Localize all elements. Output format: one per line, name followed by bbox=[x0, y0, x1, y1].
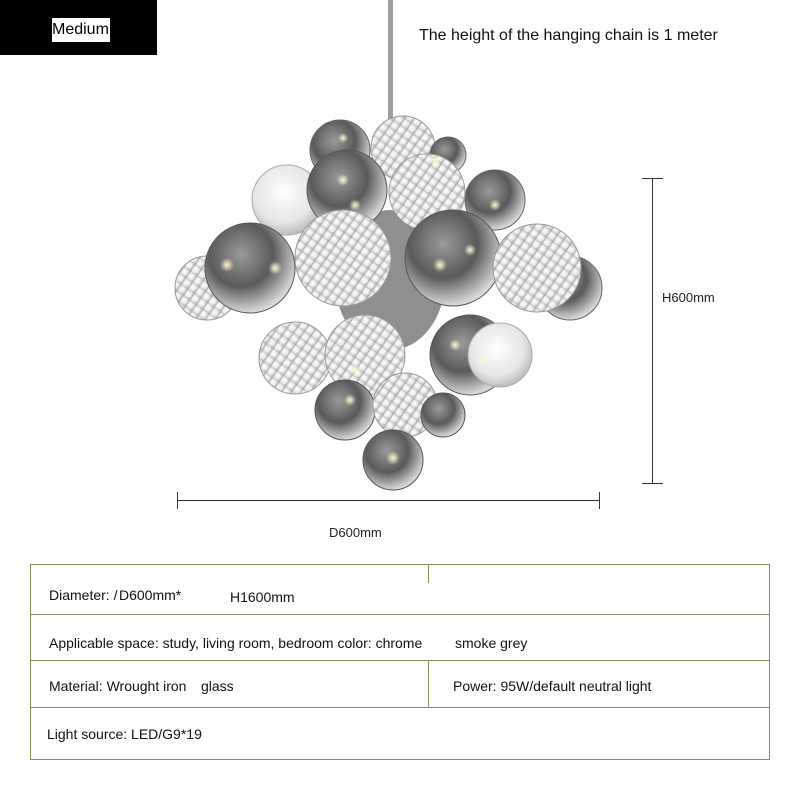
spec-row-space bbox=[31, 615, 769, 661]
height-dimension-cap-top bbox=[642, 178, 663, 179]
spec-row-diameter bbox=[31, 565, 769, 615]
height-dimension-line bbox=[652, 178, 653, 484]
diameter-label: D600mm bbox=[329, 525, 382, 540]
clear-globe bbox=[259, 322, 331, 394]
spec-applicable-space: Applicable space: study, living room, bedroom color: chrome bbox=[49, 635, 423, 651]
spec-row-material bbox=[31, 661, 769, 708]
spec-diameter-key: Diameter: / bbox=[49, 587, 118, 603]
chain-height-note: The height of the hanging chain is 1 meter bbox=[419, 27, 718, 44]
spec-total-height: H1600mm bbox=[230, 589, 295, 605]
clear-globe bbox=[468, 323, 532, 387]
size-badge bbox=[0, 0, 157, 55]
chandelier-image bbox=[165, 0, 615, 500]
spec-diameter-value: D600mm* bbox=[119, 587, 182, 603]
hanging-rod bbox=[388, 0, 393, 130]
spec-material-extra: glass bbox=[201, 678, 234, 694]
smoke-globe bbox=[405, 210, 501, 306]
spec-table bbox=[30, 564, 770, 760]
table-divider-row1 bbox=[428, 565, 429, 583]
diameter-dimension-cap-left bbox=[177, 492, 178, 509]
smoke-globe bbox=[315, 380, 375, 440]
height-dimension-cap-bottom bbox=[642, 483, 663, 484]
height-label: H600mm bbox=[662, 290, 715, 305]
clear-globe bbox=[493, 224, 581, 312]
size-badge-label: Medium bbox=[52, 18, 110, 42]
clear-globe bbox=[295, 210, 391, 306]
diameter-dimension-cap-right bbox=[599, 492, 600, 509]
spec-color-extra: smoke grey bbox=[455, 635, 528, 651]
smoke-globe bbox=[421, 393, 465, 437]
table-divider-row3 bbox=[428, 661, 429, 708]
spec-power: Power: 95W/default neutral light bbox=[453, 678, 652, 694]
spec-light-source: Light source: LED/G9*19 bbox=[47, 726, 202, 742]
diameter-dimension-line bbox=[177, 500, 600, 501]
spec-row-light-source bbox=[31, 708, 769, 760]
spec-material: Material: Wrought iron bbox=[49, 678, 187, 694]
